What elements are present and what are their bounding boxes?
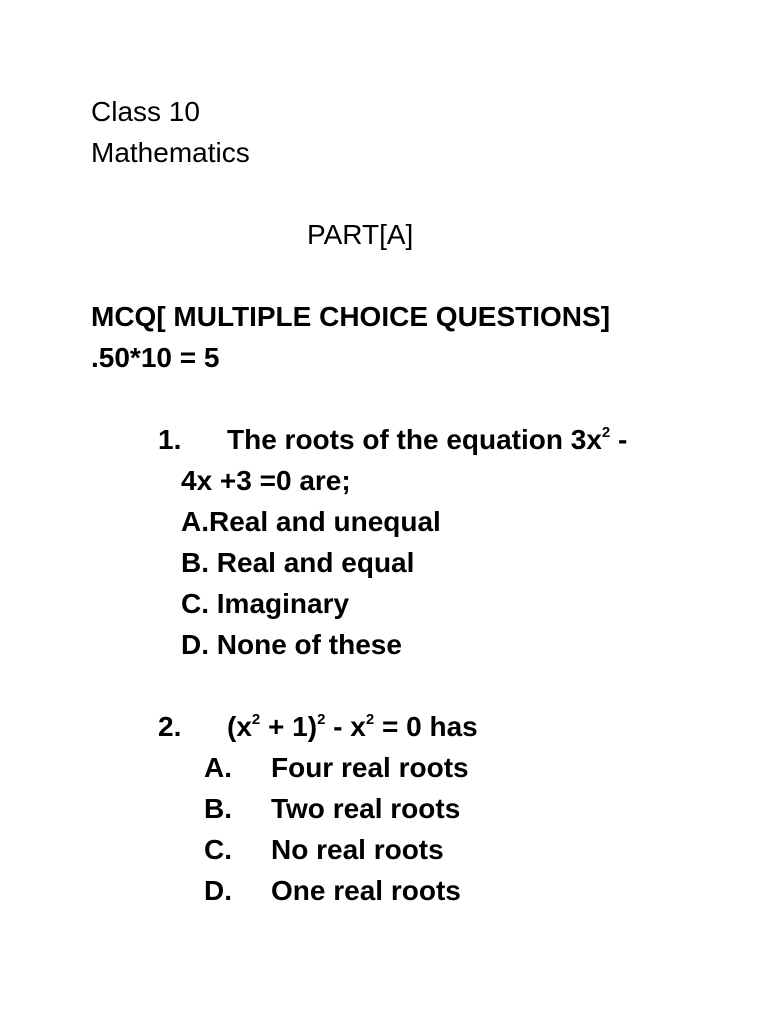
question-1-option-b: B. Real and equal	[181, 547, 415, 578]
question-1-option-a: A.Real and unequal	[181, 506, 441, 537]
question-1-option-c: C. Imaginary	[181, 588, 350, 619]
question-1-number: 1.	[158, 424, 182, 455]
exponent: 2	[251, 711, 261, 728]
exponent: 2	[317, 711, 326, 728]
question-2-option-c-text: No real roots	[271, 834, 444, 865]
question-1-text-line2: 4x +3 =0 are;	[181, 465, 351, 496]
question-2-number: 2.	[158, 711, 182, 742]
class-label: Class 10	[91, 96, 200, 127]
question-1-text: The roots of the equation $3x^2$ -	[227, 424, 628, 455]
exponent: 2	[601, 424, 611, 441]
exponent: 2	[365, 711, 375, 728]
section-marks: .50*10 = 5	[91, 342, 220, 373]
question-2-option-b-letter: B.	[204, 793, 232, 824]
question-2-option-b-text: Two real roots	[271, 793, 461, 824]
part-heading: PART[A]	[307, 219, 414, 250]
question-2-text: $(x^2 + 1)^2 - x^2 = 0$ has	[227, 711, 478, 742]
question-2-option-a-text: Four real roots	[271, 752, 469, 783]
question-2-option-c-letter: C.	[204, 834, 232, 865]
question-1-option-d: D. None of these	[181, 629, 402, 660]
subject-label: Mathematics	[91, 137, 250, 168]
section-title: MCQ[ MULTIPLE CHOICE QUESTIONS]	[91, 301, 611, 332]
question-2-option-d-text: One real roots	[271, 875, 461, 906]
question-2-option-d-letter: D.	[204, 875, 232, 906]
question-2-option-a-letter: A.	[204, 752, 232, 783]
